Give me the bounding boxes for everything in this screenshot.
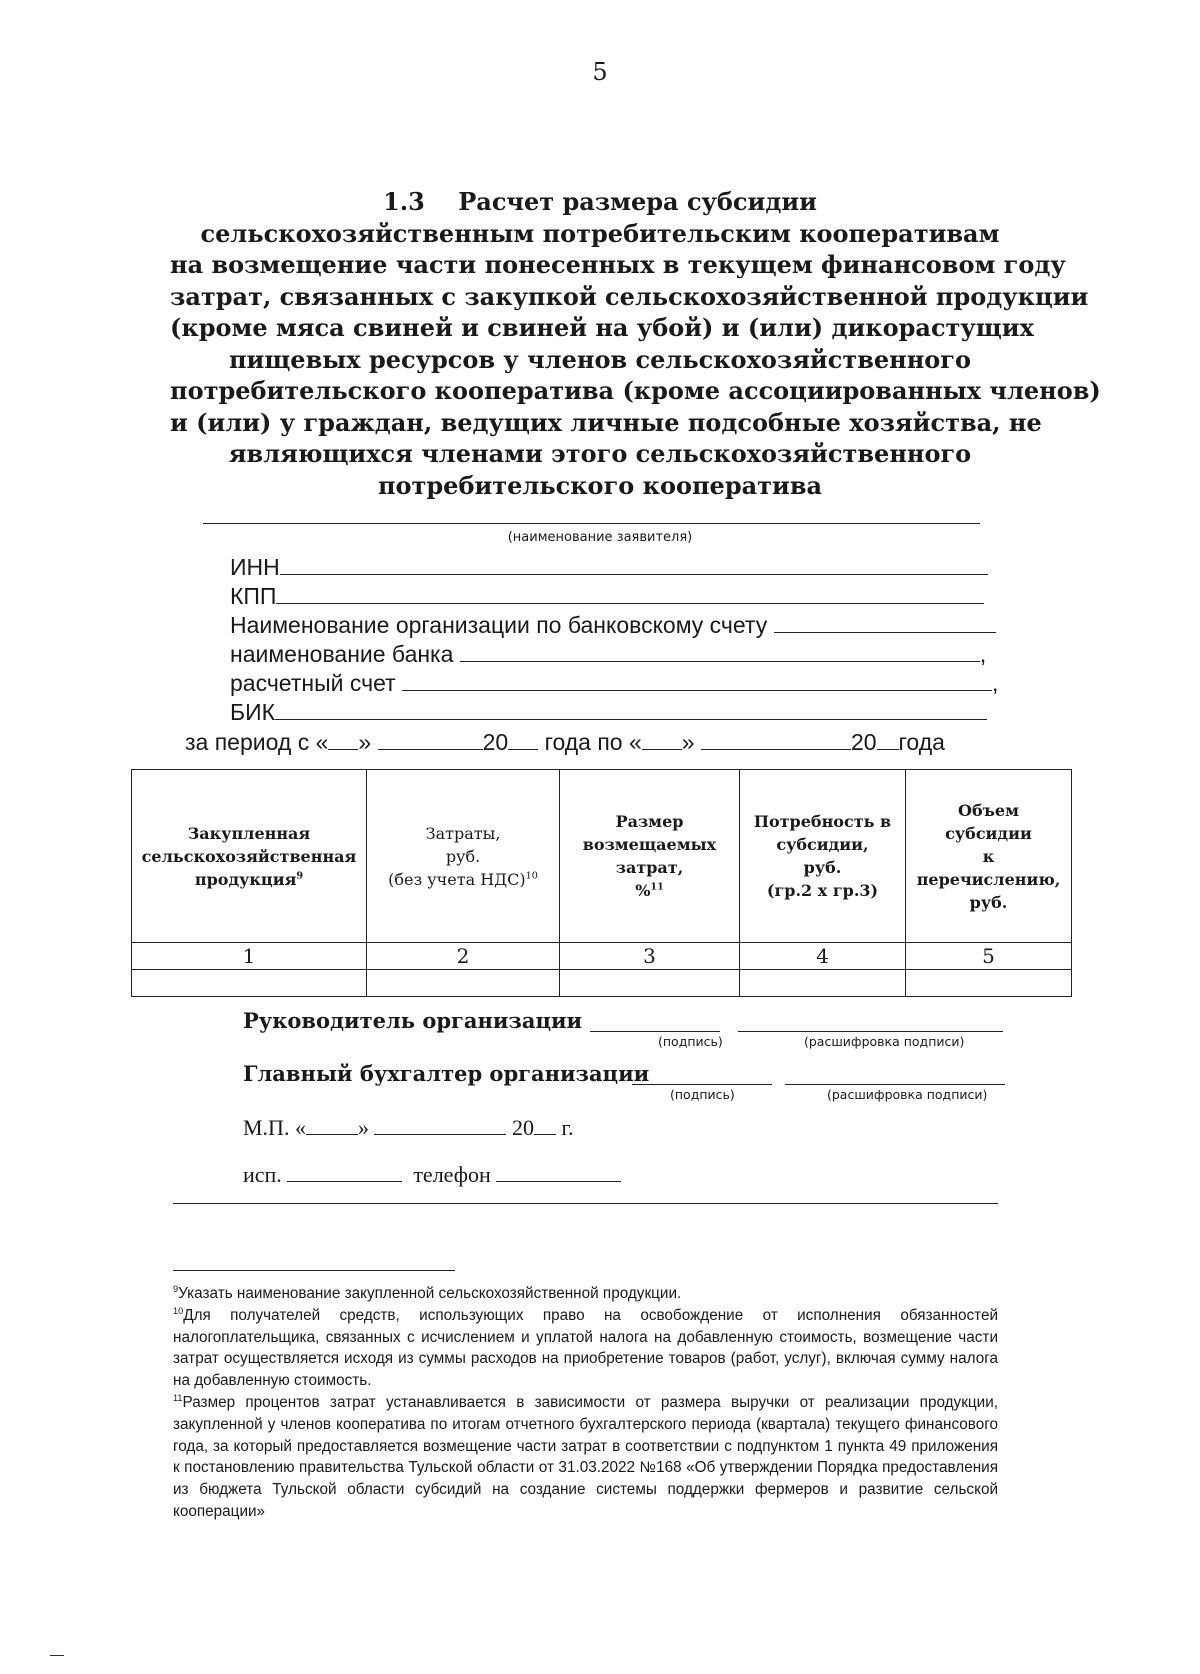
page-number: 5	[592, 58, 608, 86]
form-end-divider	[173, 1203, 998, 1204]
bik-field[interactable]	[275, 701, 987, 720]
org-name-field[interactable]	[774, 614, 996, 633]
bik-label: БИК	[230, 699, 276, 725]
heading-line-2: сельскохозяйственным потребительским кооперативам	[200, 218, 1000, 248]
header-col-5: Объем субсидии к перечислению, руб.	[906, 770, 1072, 943]
heading-line-5: (кроме мяса свиней и свиней на убой) и (или) дикорастущих	[170, 313, 1034, 342]
head-signature-line[interactable]	[590, 1031, 720, 1032]
accountant-decode-caption: (расшифровка подписи)	[827, 1087, 988, 1102]
period-mid-label: года по «	[544, 729, 642, 755]
phone-label: телефон	[413, 1162, 491, 1187]
mp-row	[243, 1115, 574, 1141]
footnote-ref-9: 9	[296, 870, 304, 882]
scan-mark	[50, 1655, 64, 1656]
heading-line-1: 1.3 Расчет размера субсидии	[383, 187, 817, 216]
executor-field[interactable]	[287, 1163, 402, 1182]
period-from-year-field[interactable]	[508, 731, 538, 750]
executor-label: исп.	[243, 1162, 282, 1187]
kpp-row	[230, 583, 984, 610]
bank-row	[230, 641, 986, 668]
head-decode-caption: (расшифровка подписи)	[804, 1034, 965, 1049]
header-col-4: Потребность в субсидии, руб. (гр.2 х гр.3)	[740, 770, 906, 943]
executor-row	[243, 1162, 621, 1188]
org-name-label: Наименование организации по банковскому счету	[230, 612, 768, 638]
footnote-11: $^{11}$Размер процентов затрат устанавливается в зависимости от размера выручки от реализации продукции, закупленной у членов кооператива по итогам отчетного бухгалтерского периода (квартала) текущего финансового года, за который предоставляется возмещение части затрат в соответствии с подпунктом 1 пункта 49 приложения к постановлению правительства Тульской области от 31.03.2022 №168 «Об утверждении Порядка предоставления из бюджета Тульской области субсидий на создание системы поддержки фермеров и развитие сельской кооперации»	[173, 1392, 998, 1520]
period-year-1: 20	[482, 729, 509, 755]
applicant-name-line[interactable]	[203, 523, 980, 524]
period-to-year-field[interactable]	[877, 731, 899, 750]
period-from-month-field[interactable]	[378, 731, 483, 750]
head-signature-caption: (подпись)	[658, 1034, 723, 1049]
heading-line-9: являющихся членами этого сельскохозяйственного	[228, 439, 972, 468]
mp-year-field[interactable]	[534, 1116, 556, 1135]
bank-comma: ,	[979, 641, 987, 667]
account-comma: ,	[992, 670, 999, 696]
accountant-signature-caption: (подпись)	[670, 1087, 735, 1102]
account-label: расчетный счет	[230, 670, 396, 696]
header-col-3: Размер возмещаемых затрат, %$^{11}$	[560, 770, 740, 943]
section-number: 1.3	[383, 187, 425, 216]
footnote-10: $^{10}$Для получателей средств, использующих право на освобождение от исполнения обязанностей налогоплательщика, связанных с исчислением и уплатой налога на добавленную стоимость, возмещение части затрат осуществляется исходя из суммы расходов на приобретение товаров (работ, услуг), включая сумму налога на добавленную стоимость.	[173, 1305, 998, 1390]
bik-row	[230, 699, 987, 726]
table-cell[interactable]	[560, 970, 740, 997]
kpp-label: КПП	[230, 583, 277, 609]
bank-field[interactable]	[460, 643, 980, 662]
footnote-divider	[173, 1270, 455, 1271]
bank-label: наименование банка	[230, 641, 454, 667]
header-col-1: Закупленная сельскохозяйственная продукция$^9$	[132, 770, 367, 943]
table-header-row	[132, 770, 1072, 943]
period-to-month-field[interactable]	[701, 731, 851, 750]
footnotes	[173, 1283, 998, 1523]
applicant-caption: (наименование заявителя)	[507, 530, 693, 545]
table-cell[interactable]	[367, 970, 560, 997]
footnote-9: $^9$Указать наименование закупленной сельскохозяйственной продукции.	[173, 1283, 682, 1302]
period-to-day-field[interactable]	[642, 731, 682, 750]
kpp-field[interactable]	[276, 585, 984, 604]
account-row	[230, 670, 998, 697]
table-number-row	[132, 943, 1072, 970]
footnote-ref-11: 11	[650, 881, 664, 893]
table-cell[interactable]	[906, 970, 1072, 997]
header-col-2: Затраты, руб. (без учета НДС)$^{10}$	[367, 770, 560, 943]
subsidy-table	[131, 769, 1072, 997]
mp-year: 20	[511, 1115, 534, 1140]
inn-field[interactable]	[280, 556, 988, 575]
period-from-day-field[interactable]	[328, 731, 358, 750]
table-cell[interactable]	[740, 970, 906, 997]
column-number: 2	[367, 943, 560, 970]
accountant-signature-line[interactable]	[632, 1084, 772, 1085]
heading-line-7: потребительского кооператива (кроме ассоциированных членов)	[170, 376, 1101, 405]
mp-month-field[interactable]	[374, 1116, 506, 1135]
period-quote-2: »	[681, 729, 695, 755]
inn-row	[230, 554, 988, 581]
heading-line-4: затрат, связанных с закупкой сельскохозяйственной продукции	[170, 281, 1089, 311]
period-year-2: 20	[850, 729, 877, 755]
phone-field[interactable]	[496, 1163, 621, 1182]
inn-label: ИНН	[230, 554, 280, 580]
heading-line-10: потребительского кооператива	[377, 470, 823, 500]
period-quote-1: »	[358, 729, 372, 755]
footnote-ref-10: 10	[525, 870, 538, 882]
mp-day-field[interactable]	[306, 1116, 358, 1135]
head-decode-line[interactable]	[738, 1031, 1003, 1032]
mp-g: г.	[561, 1115, 574, 1140]
column-number: 5	[906, 943, 1072, 970]
head-signature-label: Руководитель организации	[243, 1008, 583, 1033]
table-row	[132, 970, 1072, 997]
org-name-row	[230, 612, 996, 639]
period-from-label: за период с «	[185, 729, 329, 755]
table-cell[interactable]	[132, 970, 367, 997]
column-number: 1	[132, 943, 367, 970]
accountant-decode-line[interactable]	[785, 1084, 1005, 1085]
period-row	[185, 729, 945, 756]
heading-line-6: пищевых ресурсов у членов сельскохозяйственного	[228, 344, 972, 374]
account-field[interactable]	[402, 672, 992, 691]
section-heading	[170, 186, 1101, 501]
mp-quote: »	[357, 1115, 369, 1140]
column-number: 4	[740, 943, 906, 970]
mp-label: М.П. «	[243, 1115, 306, 1140]
accountant-signature-label: Главный бухгалтер организации	[243, 1061, 650, 1086]
period-end-label: года	[898, 729, 945, 755]
heading-line-3: на возмещение части понесенных в текущем финансовом году	[170, 250, 1066, 279]
heading-line-8: и (или) у граждан, ведущих личные подсобные хозяйства, не	[170, 407, 1042, 437]
column-number: 3	[560, 943, 740, 970]
